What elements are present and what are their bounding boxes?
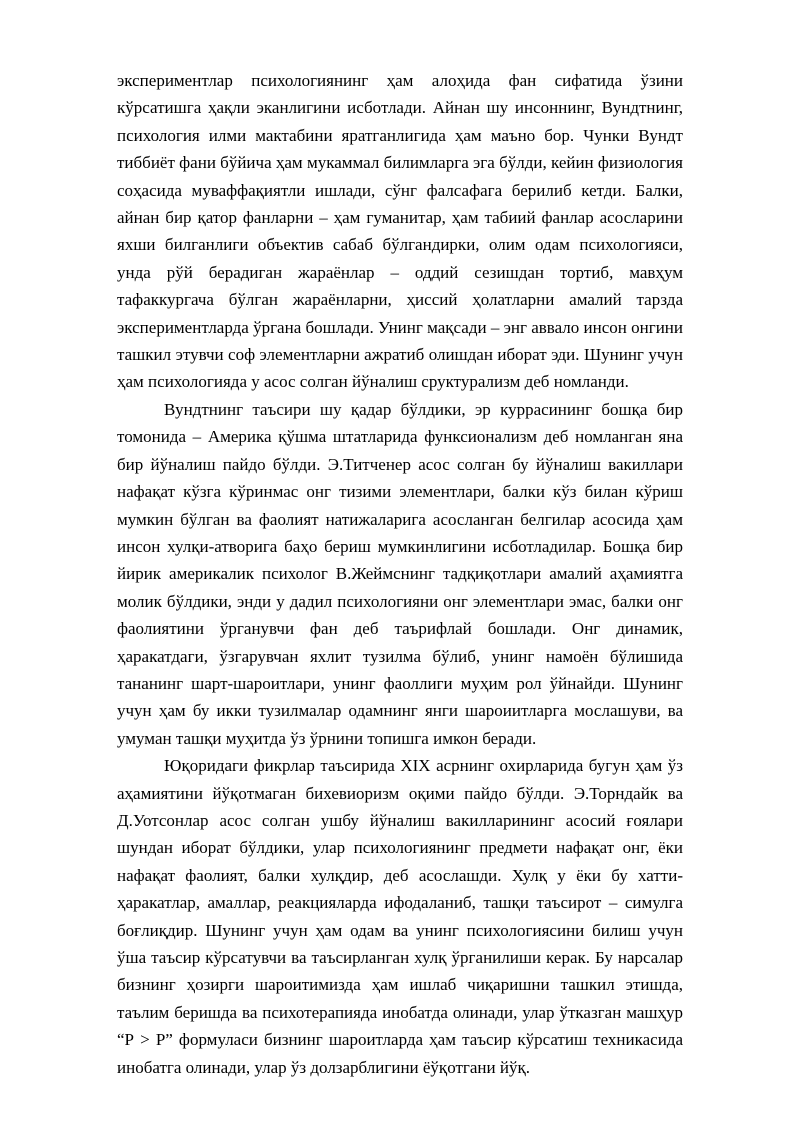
paragraph-2: Вундтнинг таъсири шу қадар бўлдики, эр куррасининг бошқа бир томонида – Америка қўшма штатларида функсионализм деб номланган яна бир йўналиш пайдо бўлди. Э.Титченер асос солган бу йўналиш вакиллари нафақат кўзга кўринмас онг тизими элементлари, балки кўз билан кўриш мумкин бўлган ва фаолият натижаларига асосланган белгилар асосида ҳам инсон хулқи-атворига баҳо бериш мумкинлигини исботладилар. Бошқа бир йирик америкалик психолог В.Жеймснинг тадқиқотлари амалий аҳамиятга молик бўлдики, энди у дадил психологияни онг элементлари эмас, балки онг фаолиятини ўрганувчи фан деб таърифлай бошлади. Онг динамик, ҳаракатдаги, ўзгарувчан яхлит тузилма бўлиб, унинг намоён бўлишида тананинг шарт-шароитлари, унинг фаоллиги муҳим рол ўйнайди. Шунинг учун ҳам бу икки тузилмалар одамнинг янги шароиитларга мослашуви, ва умуман ташқи муҳитда ўз ўрнини топишга имкон беради. bbox=[117, 399, 683, 748]
paragraph-1: экспериментлар психологиянинг ҳам алоҳида фан сифатида ўзини кўрсатишга ҳақли эканлигини исботлади. Айнан шу инсоннинг, Вундтнинг, психология илми мактабини яратганлигида ҳам маъно бор. Чунки Вундт тиббиёт фани бўйича ҳам мукаммал билимларга эга бўлди, кейин физиология соҳасида муваффақиятли ишлади, сўнг фалсафага берилиб кетди. Балки, айнан бир қатор фанларни – ҳам гуманитар, ҳам табиий фанлар асосларини яхши билганлиги объектив сабаб бўлгандирки, олим одам психологияси, унда рўй берадиган жараёнлар – оддий сезишдан тортиб, мавҳум тафаккургача бўлган жараёнларни, ҳиссий ҳолатларни амалий тарзда экспериментларда ўргана бошлади. Унинг мақсади – энг аввало инсон онгини ташкил этувчи соф элементларни ажратиб олишдан иборат эди. Шунинг учун ҳам психологияда у асос солган йўналиш сруктурализм деб номланди. bbox=[117, 71, 683, 392]
paragraph-3: Юқоридаги фикрлар таъсирида XIX асрнинг охирларида бугун ҳам ўз аҳамиятини йўқотмаган бихевиоризм оқими пайдо бўлди. Э.Торндайк ва Д.Уотсонлар асос солган ушбу йўналиш вакилларининг асосий ғоялари шундан иборат бўлдики, улар психологиянинг предмети нафақат онг, ёки нафақат фаолият, балки хулқдир, деб асослашди. Хулқ у ёки бу хатти-ҳаракатлар, амаллар, реакцияларда ифодаланиб, ташқи таъсирот – симулга боғлиқдир. Шунинг учун ҳам одам ва унинг психологиясини билиш учун ўша таъсир кўрсатувчи ва таъсирланган хулқ ўрганилиши керак. Бу нарсалар бизнинг ҳозирги шароитимизда ҳам ишлаб чиқаришни ташкил этишда, таълим беришда ва психотерапияда инобатда олинади, улар ўтказган машҳур “Р > Р” формуласи бизнинг шароитларда ҳам таъсир кўрсатиш техникасида инобатга олинади, улар ўз долзарблигини ёўқотгани йўқ. bbox=[117, 756, 683, 1077]
body-text bbox=[117, 67, 683, 1081]
